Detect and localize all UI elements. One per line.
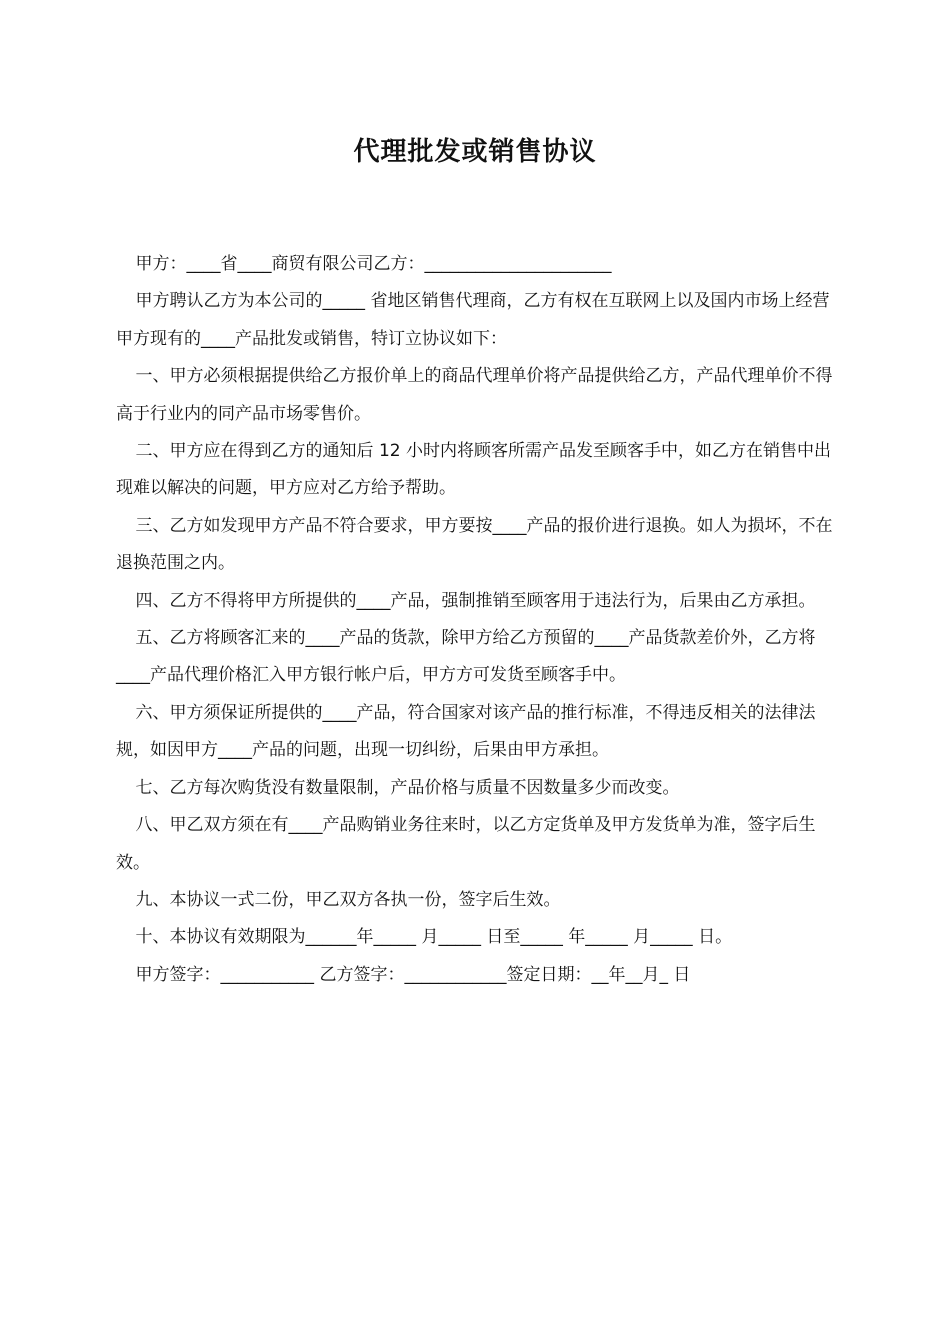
clause-8: 八、甲乙双方须在有____产品购销业务往来时，以乙方定货单及甲方发货单为准，签字后生效。 bbox=[116, 815, 816, 873]
clause-2: 二、甲方应在得到乙方的通知后 12 小时内将顾客所需产品发至顾客手中，如乙方在销售中出现难以解决的问题，甲方应对乙方给予帮助。 bbox=[116, 441, 831, 499]
document-body bbox=[116, 246, 846, 994]
clause-4: 四、乙方不得将甲方所提供的____产品，强制推销至顾客用于违法行为，后果由乙方承担。 bbox=[135, 590, 816, 611]
intro-paragraph: 甲方聘认乙方为本公司的_____ 省地区销售代理商，乙方有权在互联网上以及国内市场上经营甲方现有的____产品批发或销售，特订立协议如下： bbox=[116, 291, 830, 349]
clause-7: 七、乙方每次购货没有数量限制，产品价格与质量不因数量多少而改变。 bbox=[135, 777, 680, 798]
clause-10: 十、本协议有效期限为______年_____ 月_____ 日至_____ 年_____ 月_____ 日。 bbox=[135, 927, 733, 948]
party-line: 甲方：____省____商贸有限公司乙方：______________________ bbox=[135, 254, 612, 274]
clause-1: 一、甲方必须根据提供给乙方报价单上的商品代理单价将产品提供给乙方，产品代理单价不得高于行业内的同产品市场零售价。 bbox=[116, 366, 833, 424]
clause-9: 九、本协议一式二份，甲乙双方各执一份，签字后生效。 bbox=[135, 889, 561, 910]
signature-line: 甲方签字：___________ 乙方签字：____________签定日期：__年__月_ 日 bbox=[135, 964, 691, 985]
clause-6: 六、甲方须保证所提供的____产品，符合国家对该产品的推行标准，不得违反相关的法律法规，如因甲方____产品的问题，出现一切纠纷，后果由甲方承担。 bbox=[116, 702, 816, 761]
document-title: 代理批发或销售协议 bbox=[353, 137, 597, 167]
clause-3: 三、乙方如发现甲方产品不符合要求，甲方要按____产品的报价进行退换。如人为损坏，不在退换范围之内。 bbox=[116, 515, 833, 574]
clause-5: 五、乙方将顾客汇来的____产品的货款，除甲方给乙方预留的____产品货款差价外，乙方将____产品代理价格汇入甲方银行帐户后，甲方方可发货至顾客手中。 bbox=[116, 628, 816, 686]
